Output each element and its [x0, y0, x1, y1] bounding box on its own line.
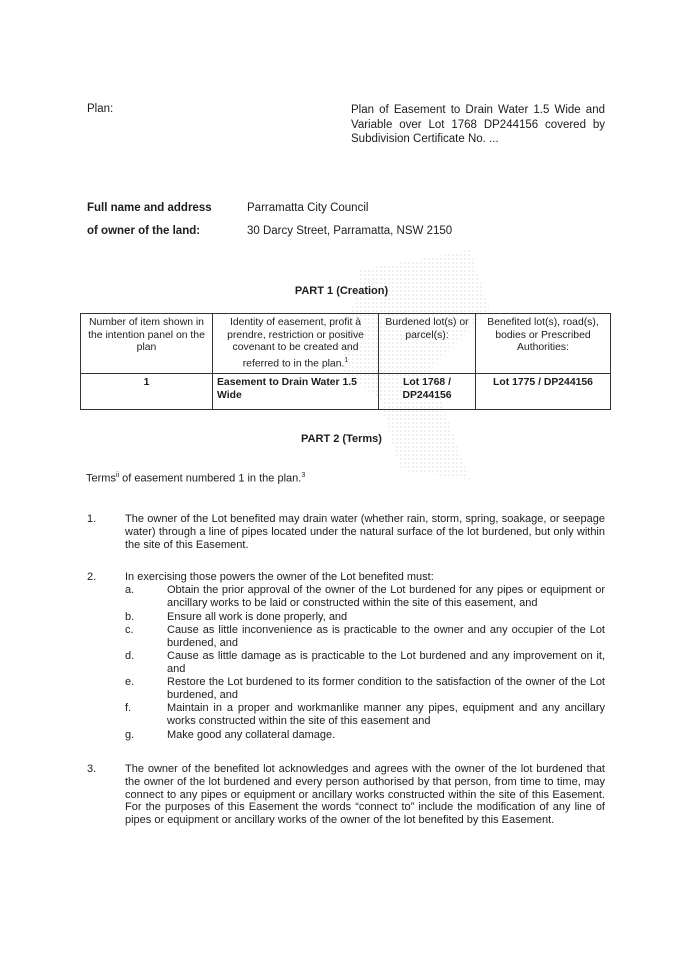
table-header-cell: Benefited lot(s), road(s), bodies or Prescribed Authorities: — [476, 314, 611, 374]
clause-2-text: In exercising those powers the owner of the Lot benefited must: — [125, 571, 434, 583]
owner-address: 30 Darcy Street, Parramatta, NSW 2150 — [247, 225, 453, 237]
clause-2g-text: Make good any collateral damage. — [167, 729, 336, 741]
part2-heading: PART 2 (Terms) — [301, 433, 382, 445]
clause-2c-text: Cause as little inconvenience as is practicable to the owner and any occupier of the Lot burdened, and — [167, 624, 605, 649]
terms-intro-a: Terms — [86, 472, 116, 485]
owner-label-line1: Full name and address — [87, 202, 212, 214]
plan-label: Plan: — [87, 103, 114, 115]
clause-2d-text: Cause as little damage as is practicable to the Lot burdened and any improvement on it, and — [167, 650, 605, 675]
table-row — [81, 374, 611, 410]
clause-1-text: The owner of the Lot benefited may drain water (whether rain, storm, spring, soakage, or seepage water) through a line of pipes located under the natural surface of the lot burdened, but only within the site of this Easement. — [125, 513, 605, 551]
clause-2d-letter: d. — [125, 650, 135, 662]
clause-1-number: 1. — [87, 513, 97, 525]
footnote-marker: 1 — [344, 356, 349, 364]
clause-2e-text: Restore the Lot burdened to its former condition to the satisfaction of the owner of the Lot burdened, and — [167, 676, 605, 701]
clause-2f-letter: f. — [125, 702, 132, 714]
clause-2c-letter: c. — [125, 624, 134, 636]
clause-2a-letter: a. — [125, 584, 135, 596]
table-header-cell: Burdened lot(s) or parcel(s): — [379, 314, 476, 374]
owner-value — [247, 197, 452, 243]
part1-heading: PART 1 (Creation) — [294, 285, 389, 297]
clause-2b-letter: b. — [125, 611, 135, 623]
owner-name: Parramatta City Council — [247, 202, 369, 214]
plan-description: Plan of Easement to Drain Water 1.5 Wide and Variable over Lot 1768 DP244156 covered by Subdivision Certificate No. ... — [351, 104, 605, 145]
header-identity-text: Identity of easement, profit à prendre, restriction or positive covenant to be created and referred to in the plan. — [227, 317, 364, 369]
easement-table — [80, 313, 611, 410]
owner-label-line2: of owner of the land: — [87, 225, 201, 237]
clause-2b-text: Ensure all work is done properly, and — [167, 611, 348, 623]
footnote-marker: ii — [115, 472, 120, 479]
terms-intro-b: of easement numbered 1 in the plan. — [119, 472, 302, 485]
table-header-row — [81, 314, 611, 374]
clause-3-text: The owner of the benefited lot acknowledges and agrees with the owner of the lot burdened that the owner of the lot burdened and every person authorised by that person, from time to time, may connect to any pipes or equipment or ancillary works constructed within the site of this Easement. For the purposes of this Easement the words “connect to” include the modification of any line of pipes or equipment or ancillary works of the owner of the lot benefited by this Easement. — [125, 763, 605, 827]
table-cell-identity: Easement to Drain Water 1.5 Wide — [213, 374, 379, 410]
clause-2a-text: Obtain the prior approval of the owner of the Lot burdened for any pipes or equipment or ancillary works to be laid or constructed within the site of this easement, and — [167, 584, 605, 609]
table-cell-item: 1 — [81, 374, 213, 410]
clause-2g-letter: g. — [125, 729, 135, 741]
table-cell-benefited: Lot 1775 / DP244156 — [476, 374, 611, 410]
clause-2f-text: Maintain in a proper and workmanlike manner any pipes, equipment and any ancillary works constructed within the site of this easement and — [167, 702, 605, 727]
clause-2e-letter: e. — [125, 676, 135, 688]
table-header-cell: Number of item shown in the intention panel on the plan — [81, 314, 213, 374]
table-cell-burdened: Lot 1768 / DP244156 — [379, 374, 476, 410]
footnote-marker: 3 — [301, 472, 306, 479]
clause-2-number: 2. — [87, 571, 97, 583]
owner-label — [87, 197, 212, 243]
terms-intro — [86, 472, 305, 485]
clause-3-number: 3. — [87, 763, 97, 775]
table-header-cell — [213, 314, 379, 374]
